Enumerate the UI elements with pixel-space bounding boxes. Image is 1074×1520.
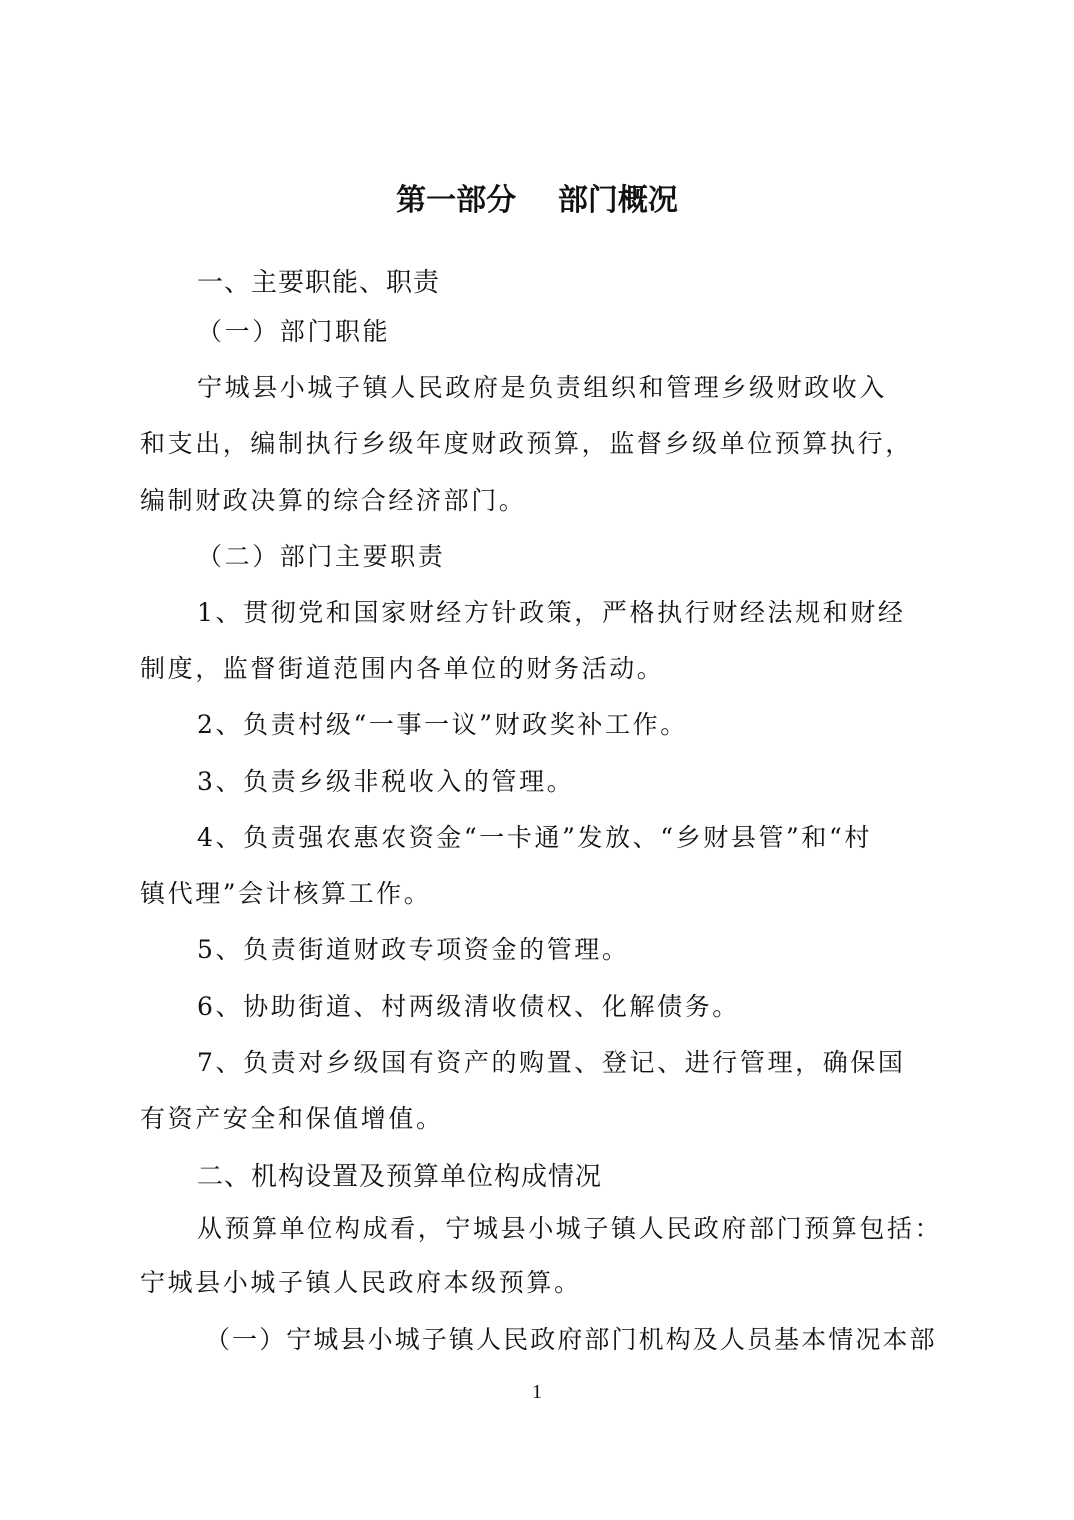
list-item: 2、负责村级“一事一议”财政奖补工作。 <box>197 710 688 739</box>
paragraph-line: 宁城县小城子镇人民政府本级预算。 <box>140 1268 582 1297</box>
list-item: 镇代理”会计核算工作。 <box>140 879 432 908</box>
paragraph-line: 从预算单位构成看，宁城县小城子镇人民政府部门预算包括： <box>197 1214 943 1243</box>
list-item: 1、贯彻党和国家财经方针政策，严格执行财经法规和财经 <box>197 598 906 627</box>
subheading-department-function: （一）部门职能 <box>197 317 391 346</box>
paragraph-line: 编制财政决算的综合经济部门。 <box>140 486 527 515</box>
section-heading-functions: 一、主要职能、职责 <box>197 268 441 298</box>
list-item: 4、负责强农惠农资金“一卡通”发放、“乡财县管”和“村 <box>197 823 873 852</box>
page-number: 1 <box>532 1381 542 1403</box>
page-title: 第一部分 部门概况 <box>396 183 678 218</box>
paragraph-line: 宁城县小城子镇人民政府是负责组织和管理乡级财政收入 <box>197 373 888 402</box>
subheading-structure-staff: （一）宁城县小城子镇人民政府部门机构及人员基本情况本部 <box>205 1325 937 1354</box>
list-item: 制度，监督街道范围内各单位的财务活动。 <box>140 654 665 683</box>
subheading-main-duties: （二）部门主要职责 <box>197 542 446 571</box>
list-item: 7、负责对乡级国有资产的购置、登记、进行管理，确保国 <box>197 1048 906 1077</box>
list-item: 5、负责街道财政专项资金的管理。 <box>197 935 630 964</box>
paragraph-line: 和支出，编制执行乡级年度财政预算，监督乡级单位预算执行， <box>140 429 913 458</box>
list-item: 有资产安全和保值增值。 <box>140 1104 444 1133</box>
section-heading-structure: 二、机构设置及预算单位构成情况 <box>197 1162 603 1192</box>
list-item: 6、协助街道、村两级清收债权、化解债务。 <box>197 992 740 1021</box>
list-item: 3、负责乡级非税收入的管理。 <box>197 767 575 796</box>
